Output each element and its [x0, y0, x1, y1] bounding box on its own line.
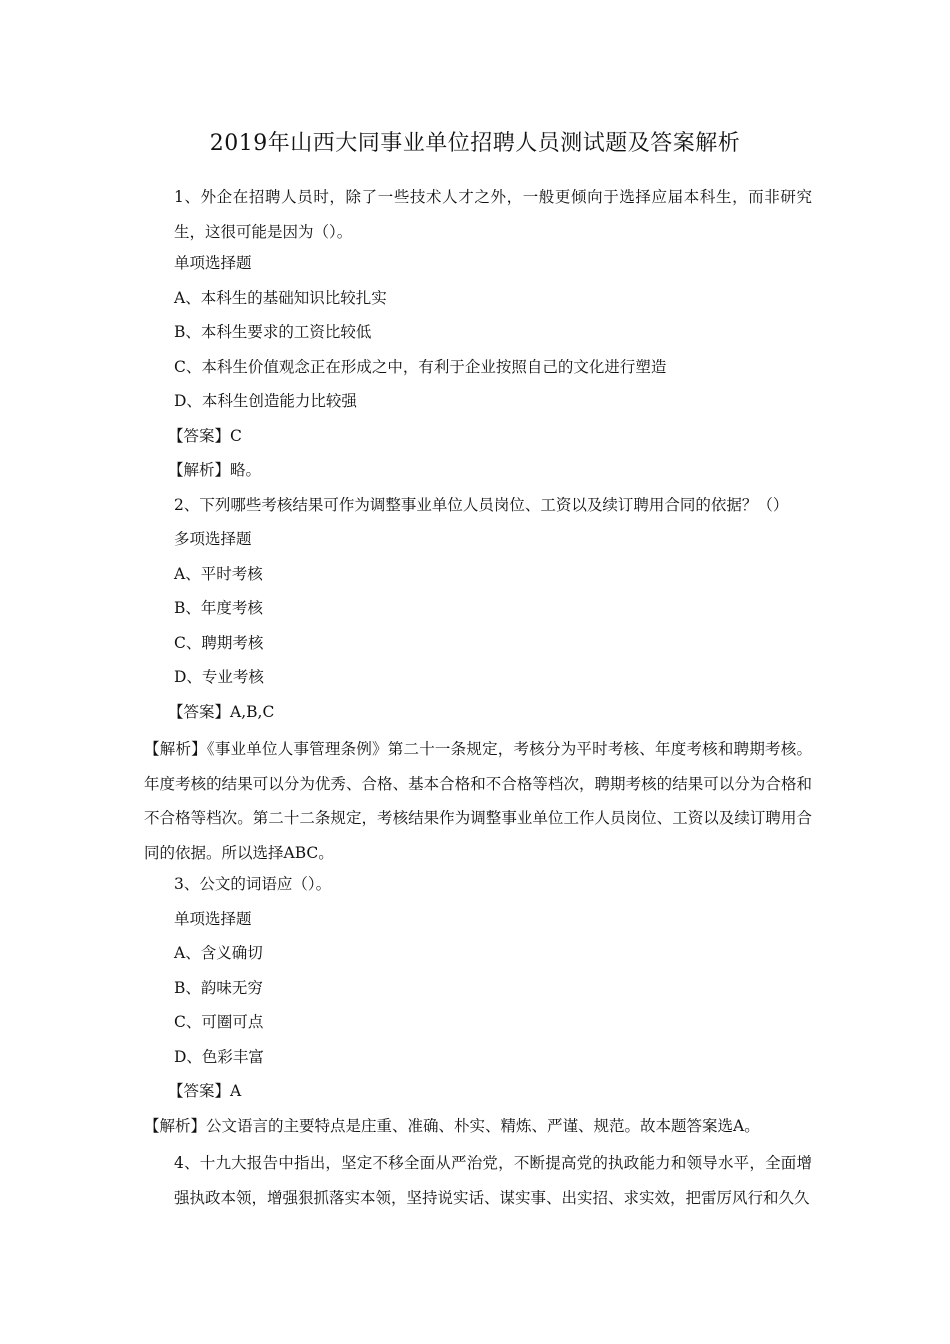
- question-1-stem: 1、外企在招聘人员时，除了一些技术人才之外，一般更倾向于选择应届本科生，而非研究生，这很可能是因为（）。: [174, 188, 812, 241]
- document-title: 2019年山西大同事业单位招聘人员测试题及答案解析: [209, 131, 741, 156]
- question-2-stem: 2、下列哪些考核结果可作为调整事业单位人员岗位、工资以及续订聘用合同的依据？（）: [174, 495, 789, 514]
- question-3-answer: 【答案】A: [168, 1082, 242, 1100]
- question-1-analysis: 【解析】略。: [168, 461, 262, 479]
- question-3-stem: 3、公文的词语应（）。: [174, 875, 332, 893]
- question-3-option-b: B、韵味无穷: [174, 978, 263, 997]
- question-2-option-a: A、平时考核: [174, 564, 263, 583]
- question-1-option-c: C、本科生价值观念正在形成之中，有利于企业按照自己的文化进行塑造: [174, 357, 667, 376]
- question-1-option-b: B、本科生要求的工资比较低: [174, 323, 372, 341]
- question-3-option-a: A、含义确切: [174, 944, 263, 962]
- question-2-option-b: B、年度考核: [174, 599, 263, 617]
- question-3-option-c: C、可圈可点: [174, 1013, 264, 1031]
- question-2-option-c: C、聘期考核: [174, 633, 264, 652]
- question-3-type: 单项选择题: [174, 909, 252, 928]
- question-2-answer: 【答案】A,B,C: [168, 702, 275, 721]
- question-1-option-a: A、本科生的基础知识比较扎实: [174, 288, 387, 307]
- question-1-option-d: D、本科生创造能力比较强: [174, 392, 357, 410]
- question-2-analysis: 【解析】《事业单位人事管理条例》第二十一条规定，考核分为平时考核、年度考核和聘期考核。年度考核的结果可以分为优秀、合格、基本合格和不合格等档次，聘期考核的结果可以分为合格和不合格等档次。第二十二条规定，考核结果作为调整事业单位工作人员岗位、工资以及续订聘用合同的依据。所以选择ABC。: [144, 740, 812, 862]
- question-2-option-d: D、专业考核: [174, 668, 264, 686]
- question-1-type: 单项选择题: [174, 254, 252, 272]
- document-body: [144, 180, 812, 1215]
- question-2-type: 多项选择题: [174, 530, 252, 548]
- question-4-stem: 4、十九大报告中指出，坚定不移全面从严治党，不断提高党的执政能力和领导水平，全面增强执政本领，增强狠抓落实本领，坚持说实话、谋实事、出实招、求实效，把雷厉风行和久久: [174, 1154, 812, 1207]
- question-3-option-d: D、色彩丰富: [174, 1047, 264, 1066]
- question-3-analysis: 【解析】公文语言的主要特点是庄重、准确、朴实、精炼、严谨、规范。故本题答案选A。: [144, 1116, 760, 1135]
- question-1-answer: 【答案】C: [168, 426, 242, 445]
